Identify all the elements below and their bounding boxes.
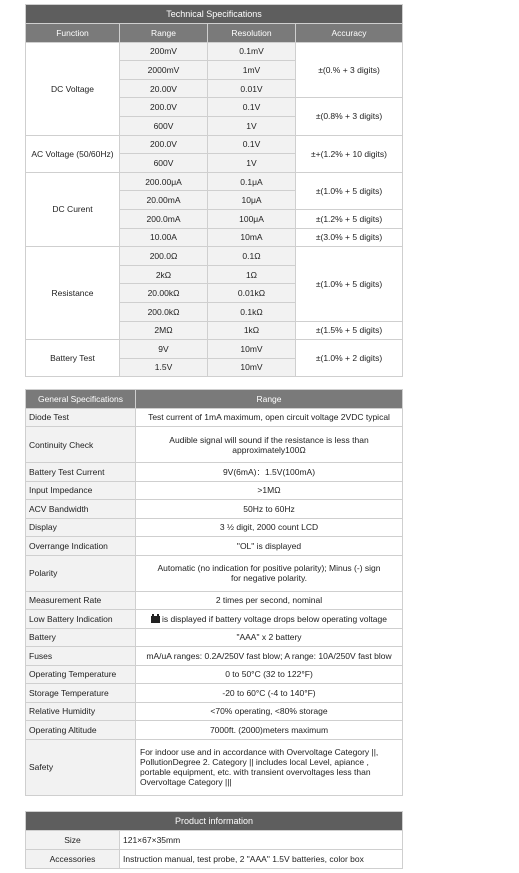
- resolution-cell: 1kΩ: [208, 321, 296, 340]
- dc-current-label: DC Curent: [26, 172, 120, 246]
- spec-value: >1MΩ: [136, 481, 403, 500]
- spec-value: 50Hz to 60Hz: [136, 500, 403, 519]
- spec-name: Operating Altitude: [26, 721, 136, 740]
- spec-name: Measurement Rate: [26, 591, 136, 610]
- spec-name: Diode Test: [26, 408, 136, 427]
- ac-voltage-label: AC Voltage (50/60Hz): [26, 135, 120, 172]
- resolution-cell: 100μA: [208, 209, 296, 228]
- range-cell: 10.00A: [120, 228, 208, 247]
- accuracy-cell: ±(0.% + 3 digits): [296, 42, 403, 98]
- range-cell: 200.0mA: [120, 209, 208, 228]
- tech-spec-title: Technical Specifications: [26, 5, 403, 24]
- range-cell: 200.0V: [120, 98, 208, 117]
- size-label: Size: [26, 831, 120, 850]
- range-cell: 2kΩ: [120, 265, 208, 284]
- product-info-title: Product information: [26, 812, 403, 831]
- resolution-cell: 10mV: [208, 358, 296, 377]
- spec-name: Battery: [26, 628, 136, 647]
- range-cell: 200.00μA: [120, 172, 208, 191]
- range-cell: 20.00V: [120, 79, 208, 98]
- resolution-cell: 0.1V: [208, 135, 296, 154]
- product-information-table: [25, 811, 403, 869]
- range-cell: 2MΩ: [120, 321, 208, 340]
- resolution-cell: 1V: [208, 154, 296, 173]
- spec-name: Storage Temperature: [26, 684, 136, 703]
- spec-name: Relative Humidity: [26, 702, 136, 721]
- spec-name: Fuses: [26, 647, 136, 666]
- range-cell: 2000mV: [120, 61, 208, 80]
- resistance-label: Resistance: [26, 247, 120, 340]
- resolution-cell: 1V: [208, 116, 296, 135]
- range-cell: 20.00kΩ: [120, 284, 208, 303]
- battery-icon: [151, 616, 160, 623]
- header-function: Function: [26, 24, 120, 43]
- range-cell: 200.0V: [120, 135, 208, 154]
- header-general-specifications: General Specifications: [26, 390, 136, 409]
- accessories-label: Accessories: [26, 850, 120, 869]
- spec-name: Operating Temperature: [26, 665, 136, 684]
- resolution-cell: 0.01V: [208, 79, 296, 98]
- range-cell: 600V: [120, 116, 208, 135]
- resolution-cell: 0.01kΩ: [208, 284, 296, 303]
- spec-value: is displayed if battery voltage drops below operating voltage: [162, 613, 387, 624]
- accuracy-cell: ±(1.0% + 2 digits): [296, 340, 403, 377]
- range-cell: 9V: [120, 340, 208, 359]
- header-range: Range: [120, 24, 208, 43]
- spec-value: 2 times per second, nominal: [136, 591, 403, 610]
- resolution-cell: 0.1kΩ: [208, 302, 296, 321]
- accuracy-cell: ±(1.0% + 5 digits): [296, 247, 403, 321]
- resolution-cell: 0.1μA: [208, 172, 296, 191]
- spec-name: Input Impedance: [26, 481, 136, 500]
- spec-value: "AAA" x 2 battery: [136, 628, 403, 647]
- spec-value: mA/uA ranges: 0.2A/250V fast blow; A range: 10A/250V fast blow: [136, 647, 403, 666]
- spec-value: Audible signal will sound if the resistance is less than approximately100Ω: [136, 427, 403, 463]
- spec-name: Polarity: [26, 555, 136, 591]
- resolution-cell: 0.1Ω: [208, 247, 296, 266]
- range-cell: 200.0kΩ: [120, 302, 208, 321]
- general-specifications-table: [25, 389, 403, 796]
- resolution-cell: 0.1mV: [208, 42, 296, 61]
- spec-name: ACV Bandwidth: [26, 500, 136, 519]
- spec-name: Display: [26, 518, 136, 537]
- spec-value: <70% operating, <80% storage: [136, 702, 403, 721]
- spec-value: Automatic (no indication for positive polarity); Minus (-) sign for negative polarity.: [136, 555, 403, 591]
- range-cell: 200mV: [120, 42, 208, 61]
- accuracy-cell: ±+(1.2% + 10 digits): [296, 135, 403, 172]
- spec-value: Test current of 1mA maximum, open circuit voltage 2VDC typical: [136, 408, 403, 427]
- range-cell: 600V: [120, 154, 208, 173]
- resolution-cell: 10mA: [208, 228, 296, 247]
- range-cell: 1.5V: [120, 358, 208, 377]
- accuracy-cell: ±(3.0% + 5 digits): [296, 228, 403, 247]
- spec-value: 9V(6mA)：1.5V(100mA): [136, 463, 403, 482]
- resolution-cell: 1mV: [208, 61, 296, 80]
- resolution-cell: 1Ω: [208, 265, 296, 284]
- spec-value: For indoor use and in accordance with Overvoltage Category ||, PollutionDegree 2. Category || includes local Level, apiance , portable equipment, etc. with transient overvoltages less than Overvoltage Category |||: [136, 739, 403, 795]
- spec-name: Safety: [26, 739, 136, 795]
- technical-specifications-table: [25, 4, 403, 377]
- accuracy-cell: ±(1.0% + 5 digits): [296, 172, 403, 209]
- header-range: Range: [136, 390, 403, 409]
- range-cell: 200.0Ω: [120, 247, 208, 266]
- battery-test-label: Battery Test: [26, 340, 120, 377]
- spec-value: 3 ½ digit, 2000 count LCD: [136, 518, 403, 537]
- resolution-cell: 10μA: [208, 191, 296, 210]
- header-resolution: Resolution: [208, 24, 296, 43]
- spec-name: Low Battery Indication: [26, 610, 136, 629]
- range-cell: 20.00mA: [120, 191, 208, 210]
- spec-value: "OL" is displayed: [136, 537, 403, 556]
- spec-value: 0 to 50°C (32 to 122°F): [136, 665, 403, 684]
- size-value: 121×67×35mm: [120, 831, 403, 850]
- dc-voltage-label: DC Voltage: [26, 42, 120, 135]
- accessories-value: Instruction manual, test probe, 2 "AAA" 1.5V batteries, color box: [120, 850, 403, 869]
- accuracy-cell: ±(1.2% + 5 digits): [296, 209, 403, 228]
- accuracy-cell: ±(1.5% + 5 digits): [296, 321, 403, 340]
- spec-name: Overrange Indication: [26, 537, 136, 556]
- accuracy-cell: ±(0.8% + 3 digits): [296, 98, 403, 135]
- spec-value: -20 to 60°C (-4 to 140°F): [136, 684, 403, 703]
- header-accuracy: Accuracy: [296, 24, 403, 43]
- spec-value-cell: [136, 610, 403, 629]
- spec-name: Continuity Check: [26, 427, 136, 463]
- spec-value: 7000ft. (2000)meters maximum: [136, 721, 403, 740]
- spec-name: Battery Test Current: [26, 463, 136, 482]
- resolution-cell: 0.1V: [208, 98, 296, 117]
- resolution-cell: 10mV: [208, 340, 296, 359]
